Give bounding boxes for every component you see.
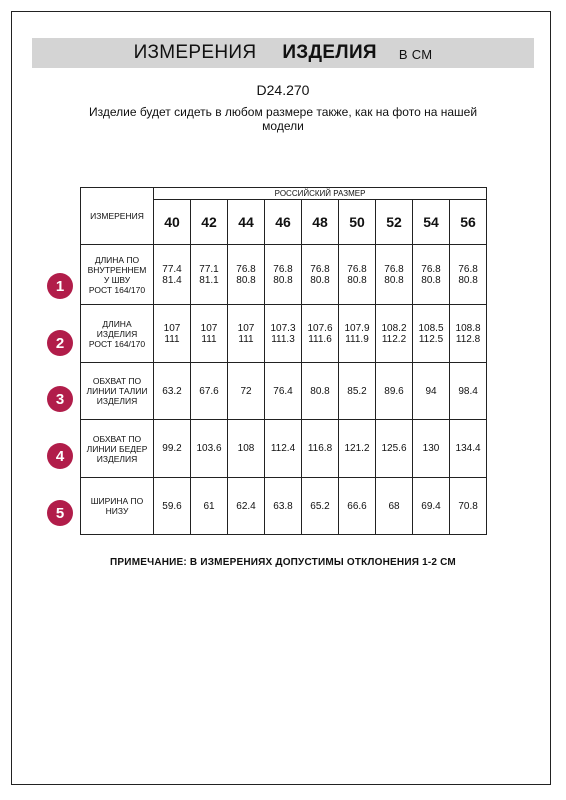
measurement-label-line: ЛИНИИ БЕДЕР xyxy=(86,443,148,454)
table-row xyxy=(81,305,487,363)
title-part1: ИЗМЕРЕНИЯ xyxy=(133,42,257,63)
value-text: 108.8 xyxy=(455,322,481,334)
value-text: 77.4 xyxy=(162,263,182,275)
value-text: 76.8 xyxy=(347,263,367,275)
value-cell xyxy=(450,305,487,363)
row-number-badge: 2 xyxy=(47,330,73,356)
value-text: 72 xyxy=(240,385,252,397)
value-cell xyxy=(191,305,228,363)
product-code: D24.270 xyxy=(256,82,310,98)
value-text: 69.4 xyxy=(421,500,441,512)
value-text: 134.4 xyxy=(455,443,481,454)
value-text: 68 xyxy=(388,500,400,512)
measurement-label-line: РОСТ 164/170 xyxy=(88,338,146,349)
value-cell xyxy=(154,363,191,420)
table-row xyxy=(81,420,487,478)
value-cell xyxy=(265,305,302,363)
value-cell xyxy=(191,245,228,305)
title-unit: В СМ xyxy=(398,46,433,62)
value-cell xyxy=(228,305,265,363)
value-text: 76.8 xyxy=(310,263,330,275)
size-header: 52 xyxy=(376,200,413,245)
measurements-table xyxy=(80,187,487,535)
value-cell xyxy=(413,478,450,535)
value-cell xyxy=(265,420,302,478)
value-cell xyxy=(265,245,302,305)
value-text: 80.8 xyxy=(458,274,478,286)
corner-label: ИЗМЕРЕНИЯ xyxy=(81,188,154,245)
value-cell xyxy=(339,420,376,478)
title-part2: ИЗДЕЛИЯ xyxy=(282,42,377,63)
value-cell xyxy=(302,420,339,478)
value-text: 80.8 xyxy=(384,274,404,286)
value-text: 76.8 xyxy=(236,263,256,275)
value-text: 112.8 xyxy=(455,333,481,345)
value-text: 80.8 xyxy=(273,274,293,286)
value-text: 61 xyxy=(203,500,215,512)
value-cell xyxy=(339,478,376,535)
value-text: 80.8 xyxy=(236,274,256,286)
row-number-badge: 4 xyxy=(47,443,73,469)
value-cell xyxy=(376,478,413,535)
value-text: 112.5 xyxy=(418,333,444,345)
measurement-label-line: ВНУТРЕННЕМ xyxy=(87,264,147,275)
value-cell xyxy=(154,420,191,478)
value-text: 111 xyxy=(201,333,217,345)
value-cell xyxy=(302,478,339,535)
measurement-label-line: ШИРИНА ПО xyxy=(90,496,144,506)
value-text: 65.2 xyxy=(310,500,330,512)
value-text: 63.2 xyxy=(162,385,182,397)
size-header: 44 xyxy=(228,200,265,245)
value-text: 111.9 xyxy=(345,333,369,345)
value-cell xyxy=(228,478,265,535)
value-text: 80.8 xyxy=(310,385,330,397)
measurement-label xyxy=(81,420,154,478)
value-cell xyxy=(339,363,376,420)
value-text: 66.6 xyxy=(347,500,367,512)
measurement-label-line: ЛИНИИ ТАЛИИ xyxy=(86,386,148,396)
size-header: 42 xyxy=(191,200,228,245)
measurement-label xyxy=(81,245,154,305)
value-text: 108.5 xyxy=(418,322,444,334)
value-cell xyxy=(376,245,413,305)
value-cell xyxy=(228,363,265,420)
value-text: 63.8 xyxy=(273,500,293,512)
measurement-label-line: ОБХВАТ ПО xyxy=(92,433,142,444)
value-cell xyxy=(265,363,302,420)
measurement-label-line: У ШВУ xyxy=(103,274,131,285)
value-text: 81.1 xyxy=(199,274,219,286)
measurement-label-line: ИЗДЕЛИЯ xyxy=(96,396,138,406)
value-text: 70.8 xyxy=(458,500,478,512)
value-cell xyxy=(339,305,376,363)
size-header: 56 xyxy=(450,200,487,245)
value-text: 107 xyxy=(237,322,255,334)
value-text: 107.3 xyxy=(270,322,296,334)
value-cell xyxy=(413,305,450,363)
value-text: 103.6 xyxy=(196,443,222,454)
measurement-label-line: ИЗДЕЛИЯ xyxy=(96,328,138,339)
size-group-label: РОССИЙСКИЙ РАЗМЕР xyxy=(154,188,487,200)
value-cell xyxy=(228,420,265,478)
value-cell xyxy=(191,478,228,535)
measurement-label-line: ДЛИНА ПО xyxy=(94,254,140,265)
value-text: 107 xyxy=(200,322,218,334)
value-text: 108 xyxy=(237,443,255,454)
measurement-label xyxy=(81,363,154,420)
size-header: 50 xyxy=(339,200,376,245)
value-text: 76.4 xyxy=(273,385,293,397)
value-text: 59.6 xyxy=(162,500,182,512)
value-text: 81.4 xyxy=(162,274,182,286)
footer-note: ПРИМЕЧАНИЕ: В ИЗМЕРЕНИЯХ ДОПУСТИМЫ ОТКЛОНЕНИЯ 1-2 СМ xyxy=(110,557,456,568)
value-text: 77.1 xyxy=(199,263,219,275)
size-header: 54 xyxy=(413,200,450,245)
value-cell xyxy=(302,245,339,305)
size-header: 48 xyxy=(302,200,339,245)
value-text: 85.2 xyxy=(347,385,367,397)
value-text: 112.2 xyxy=(381,333,407,345)
value-cell xyxy=(376,363,413,420)
value-text: 107.6 xyxy=(307,322,333,334)
value-text: 121.2 xyxy=(344,443,370,454)
value-cell xyxy=(450,478,487,535)
value-cell xyxy=(376,305,413,363)
table-row xyxy=(81,363,487,420)
value-text: 111 xyxy=(164,333,180,345)
value-text: 80.8 xyxy=(421,274,441,286)
value-cell xyxy=(413,420,450,478)
row-number-badge: 3 xyxy=(47,386,73,412)
measurement-label-line: ДЛИНА xyxy=(102,318,132,329)
size-header: 40 xyxy=(154,200,191,245)
value-text: 130 xyxy=(422,443,440,454)
value-cell xyxy=(450,363,487,420)
measurement-label-line: РОСТ 164/170 xyxy=(88,284,146,295)
table-row xyxy=(81,478,487,535)
value-text: 108.2 xyxy=(381,322,407,334)
value-cell xyxy=(228,245,265,305)
value-text: 111 xyxy=(238,333,254,345)
row-number-badge: 1 xyxy=(47,273,73,299)
value-text: 80.8 xyxy=(347,274,367,286)
value-text: 107.9 xyxy=(344,322,370,334)
value-cell xyxy=(265,478,302,535)
value-text: 76.8 xyxy=(384,263,404,275)
value-cell xyxy=(339,245,376,305)
value-cell xyxy=(413,363,450,420)
value-cell xyxy=(450,245,487,305)
size-header: 46 xyxy=(265,200,302,245)
value-text: 89.6 xyxy=(384,385,404,397)
value-cell xyxy=(154,305,191,363)
measurement-label xyxy=(81,478,154,535)
fit-note: Изделие будет сидеть в любом размере также, как на фото на нашей модели xyxy=(88,105,478,133)
value-text: 94 xyxy=(425,385,437,397)
value-text: 76.8 xyxy=(458,263,478,275)
value-text: 76.8 xyxy=(421,263,441,275)
value-text: 116.8 xyxy=(307,443,333,454)
title-banner xyxy=(32,38,534,68)
value-cell xyxy=(302,305,339,363)
value-cell xyxy=(302,363,339,420)
value-text: 67.6 xyxy=(199,385,219,397)
value-cell xyxy=(191,420,228,478)
measurement-label-line: ИЗДЕЛИЯ xyxy=(96,453,138,464)
value-text: 111.6 xyxy=(308,333,332,345)
value-text: 76.8 xyxy=(273,263,293,275)
value-text: 80.8 xyxy=(310,274,330,286)
measurement-label xyxy=(81,305,154,363)
value-cell xyxy=(191,363,228,420)
table-row xyxy=(81,245,487,305)
value-text: 98.4 xyxy=(458,385,478,397)
value-text: 107 xyxy=(163,322,181,334)
value-text: 125.6 xyxy=(381,443,407,454)
value-cell xyxy=(413,245,450,305)
value-text: 111.3 xyxy=(271,333,295,345)
value-text: 62.4 xyxy=(236,500,256,512)
value-cell xyxy=(376,420,413,478)
value-cell xyxy=(154,478,191,535)
measurement-label-line: ОБХВАТ ПО xyxy=(92,376,142,386)
measurement-label-line: НИЗУ xyxy=(105,506,129,516)
value-cell xyxy=(154,245,191,305)
value-cell xyxy=(450,420,487,478)
value-text: 99.2 xyxy=(162,443,182,454)
value-text: 112.4 xyxy=(270,443,296,454)
row-number-badge: 5 xyxy=(47,500,73,526)
